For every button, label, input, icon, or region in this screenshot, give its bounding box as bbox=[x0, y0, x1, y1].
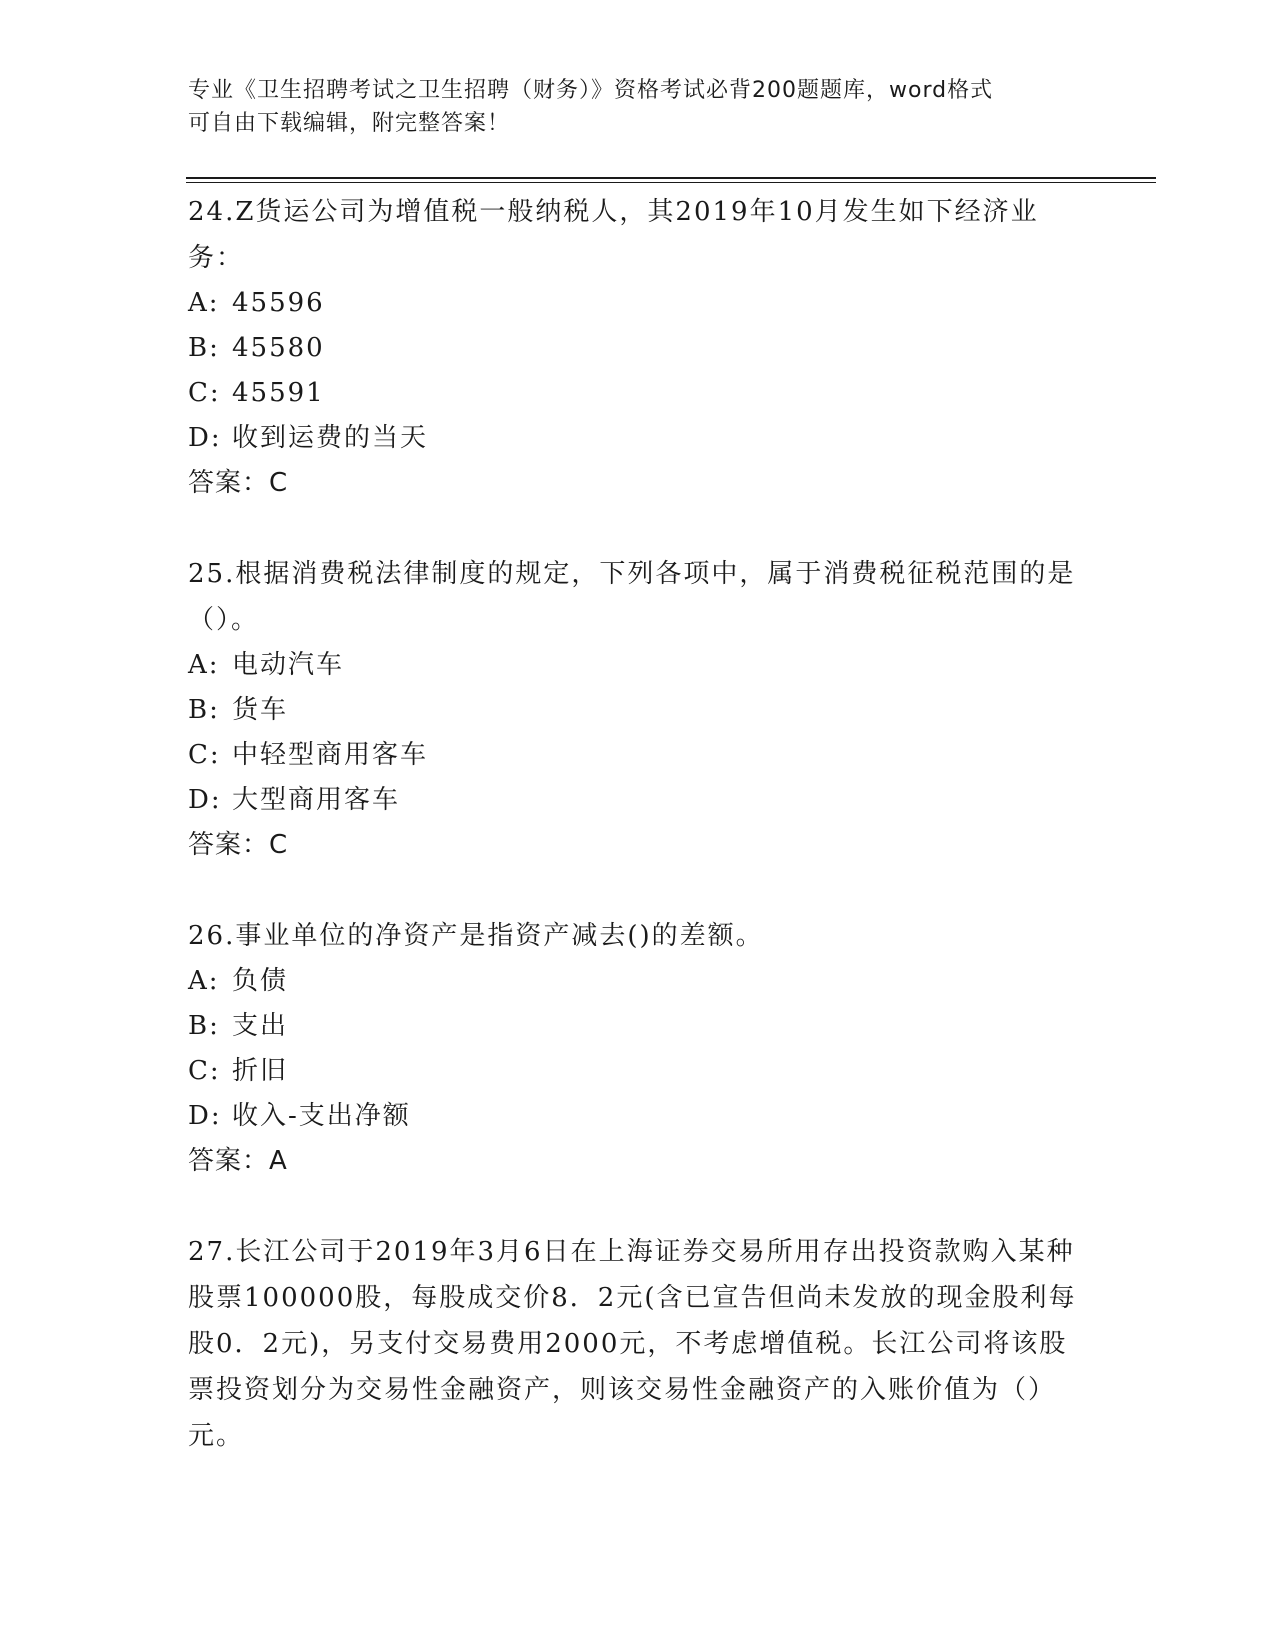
question-text: 24.Z货运公司为增值税一般纳税人，其2019年10月发生如下经济业务： bbox=[188, 197, 1039, 273]
option-text: 收入-支出净额 bbox=[232, 1101, 411, 1131]
question-26 bbox=[188, 913, 1088, 1184]
answer-label: 答案：C bbox=[188, 830, 289, 860]
option-letter: B: bbox=[188, 1011, 220, 1041]
option-d bbox=[188, 1094, 1088, 1139]
option-a bbox=[188, 643, 1088, 688]
option-c bbox=[188, 1049, 1088, 1094]
option-letter: C: bbox=[188, 740, 221, 770]
option-c bbox=[188, 371, 1088, 416]
option-a bbox=[188, 959, 1088, 1004]
option-letter: A: bbox=[188, 288, 220, 318]
question-25 bbox=[188, 551, 1088, 868]
header-line-1: 专业《卫生招聘考试之卫生招聘（财务）》资格考试必背200题题库，word格式 bbox=[188, 78, 994, 103]
option-text: 45580 bbox=[232, 333, 325, 363]
option-d bbox=[188, 416, 1088, 461]
header-divider-thick bbox=[186, 177, 1156, 179]
option-text: 货车 bbox=[232, 695, 289, 725]
option-text: 大型商用客车 bbox=[232, 785, 401, 815]
option-b bbox=[188, 688, 1088, 733]
option-letter: D: bbox=[188, 423, 222, 453]
option-text: 收到运费的当天 bbox=[232, 423, 429, 453]
question-text: 25.根据消费税法律制度的规定，下列各项中，属于消费税征税范围的是（）。 bbox=[188, 559, 1076, 635]
question-text: 26.事业单位的净资产是指资产减去()的差额。 bbox=[188, 921, 764, 951]
option-letter: D: bbox=[188, 785, 222, 815]
option-text: 折旧 bbox=[232, 1056, 289, 1086]
option-b bbox=[188, 326, 1088, 371]
spacer bbox=[188, 1184, 1088, 1229]
option-a bbox=[188, 281, 1088, 326]
option-d bbox=[188, 778, 1088, 823]
question-24 bbox=[188, 189, 1088, 506]
answer-label: 答案：A bbox=[188, 1146, 288, 1176]
question-list bbox=[188, 189, 1088, 1459]
option-c bbox=[188, 733, 1088, 778]
option-letter: A: bbox=[188, 650, 220, 680]
question-text: 27.长江公司于2019年3月6日在上海证券交易所用存出投资款购入某种股票100000股，每股成交价8．2元(含已宣告但尚未发放的现金股利每股0．2元)，另支付交易费用2000元，不考虑增值税。长江公司将该股票投资划分为交易性金融资产，则该交易性金融资产的入账价值为（）元。 bbox=[188, 1237, 1077, 1451]
option-text: 45591 bbox=[232, 378, 325, 408]
spacer bbox=[188, 868, 1088, 913]
option-text: 中轻型商用客车 bbox=[232, 740, 429, 770]
option-letter: C: bbox=[188, 1056, 221, 1086]
question-27 bbox=[188, 1229, 1088, 1459]
option-letter: D: bbox=[188, 1101, 222, 1131]
option-text: 支出 bbox=[232, 1011, 289, 1041]
option-text: 负债 bbox=[232, 966, 289, 996]
option-letter: A: bbox=[188, 966, 220, 996]
spacer bbox=[188, 506, 1088, 551]
option-b bbox=[188, 1004, 1088, 1049]
option-letter: B: bbox=[188, 333, 220, 363]
option-text: 45596 bbox=[232, 288, 325, 318]
option-letter: B: bbox=[188, 695, 220, 725]
header-divider-thin bbox=[186, 182, 1156, 183]
option-letter: C: bbox=[188, 378, 221, 408]
document-header bbox=[188, 74, 1068, 140]
option-text: 电动汽车 bbox=[232, 650, 345, 680]
header-line-2: 可自由下载编辑，附完整答案！ bbox=[188, 111, 511, 136]
answer-label: 答案：C bbox=[188, 468, 289, 498]
